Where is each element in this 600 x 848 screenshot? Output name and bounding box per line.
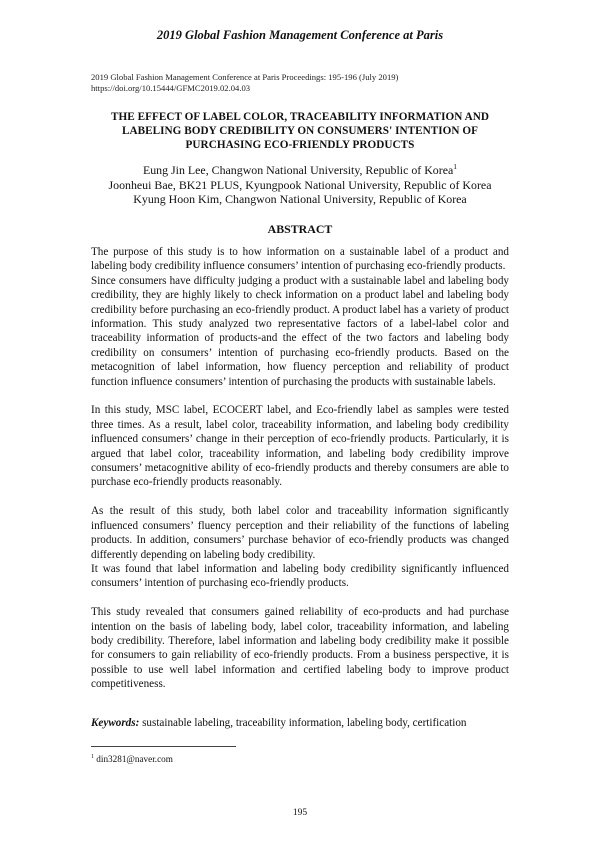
keywords-label: Keywords: [91, 717, 140, 729]
paper-title [60, 110, 540, 152]
keywords [91, 716, 509, 730]
abstract-paragraph: As the result of this study, both label color and traceability information significantly influenced consumers’ fluency perception and their reliability of the functions of labeling products. In addition, consumers’ purchase behavior of eco-friendly products was changed differently depending on labeling body credibility. [91, 505, 509, 561]
author-line: Eung Jin Lee, Changwon National University, Republic of Korea$^1$ [142, 162, 458, 177]
abstract-heading: ABSTRACT [267, 222, 333, 236]
abstract-paragraph: In this study, MSC label, ECOCERT label, and Eco-friendly label as samples were tested three times. As a result, label color, traceability information, and labeling body credibility influenced consumers’ change in their perception of eco-friendly products. Particularly, it is argued that label color, traceability information, and labeling body credibility improve consumers’ metacognitive ability of eco-friendly products and thereby consumers are able to purchase eco-friendly products reasonably. [91, 404, 509, 489]
author-line: Joonheui Bae, BK21 PLUS, Kyungpook National University, Republic of Korea [108, 177, 492, 192]
doi-link[interactable]: https://doi.org/10.15444/GFMC2019.02.04.03 [91, 83, 251, 93]
proceedings-citation: 2019 Global Fashion Management Conference at Paris Proceedings: 195-196 (July 2019) [91, 72, 399, 82]
author-list [60, 163, 540, 207]
footnote-mark: 1 [453, 162, 458, 171]
running-head: 2019 Global Fashion Management Conference at Paris [156, 28, 444, 42]
abstract-paragraph: It was found that label information and labeling body credibility significantly influenced consumers’ intention of purchasing eco-friendly products. [91, 562, 509, 590]
abstract-paragraph: This study revealed that consumers gained reliability of eco-products and had purchase intention on the basis of labeling body, label color, traceability information, and labeling body credibility. Therefore, label information and labeling body credibility make it possible for consumers to gain reliability of eco-friendly products. From a business perspective, it is possible to use well label information and certified labeling body to improve product competitiveness. [91, 606, 509, 691]
page-number: 195 [292, 808, 308, 818]
author-line: Kyung Hoon Kim, Changwon National University, Republic of Korea [133, 192, 467, 206]
keywords-text: sustainable labeling, traceability information, labeling body, certification [142, 717, 467, 729]
title-line: PURCHASING ECO-FRIENDLY PRODUCTS [185, 139, 415, 151]
abstract-paragraph: The purpose of this study is to how information on a sustainable label of a product and labeling body credibility influence consumers’ intention of purchasing eco-friendly products. [91, 246, 509, 273]
abstract-body [91, 245, 509, 692]
footnote-email: din3281@naver.com [96, 754, 173, 764]
footnote-mark: 1 [91, 754, 94, 760]
footnote-divider [91, 746, 236, 747]
abstract-paragraph: Since consumers have difficulty judging a product with a sustainable label and labeling body credibility, they are highly likely to check information on a product label and labeling body credibility before purchasing an eco-friendly product. A product label has a variety of product information. This study analyzed two representative factors of a label-label color and traceability information of products-and the effect of the two factors and labeling body credibility on consumers’ intention of purchasing eco-friendly products. Based on the metacognition of label information, how fluency perception and reliability of product function influence consumers’ intention of purchasing the products with sustainable labels. [91, 274, 509, 388]
proceedings-info [91, 72, 398, 94]
footnote [91, 754, 173, 764]
title-line: THE EFFECT OF LABEL COLOR, TRACEABILITY INFORMATION AND [110, 111, 489, 123]
title-line: LABELING BODY CREDIBILITY ON CONSUMERS' INTENTION OF [121, 125, 479, 137]
